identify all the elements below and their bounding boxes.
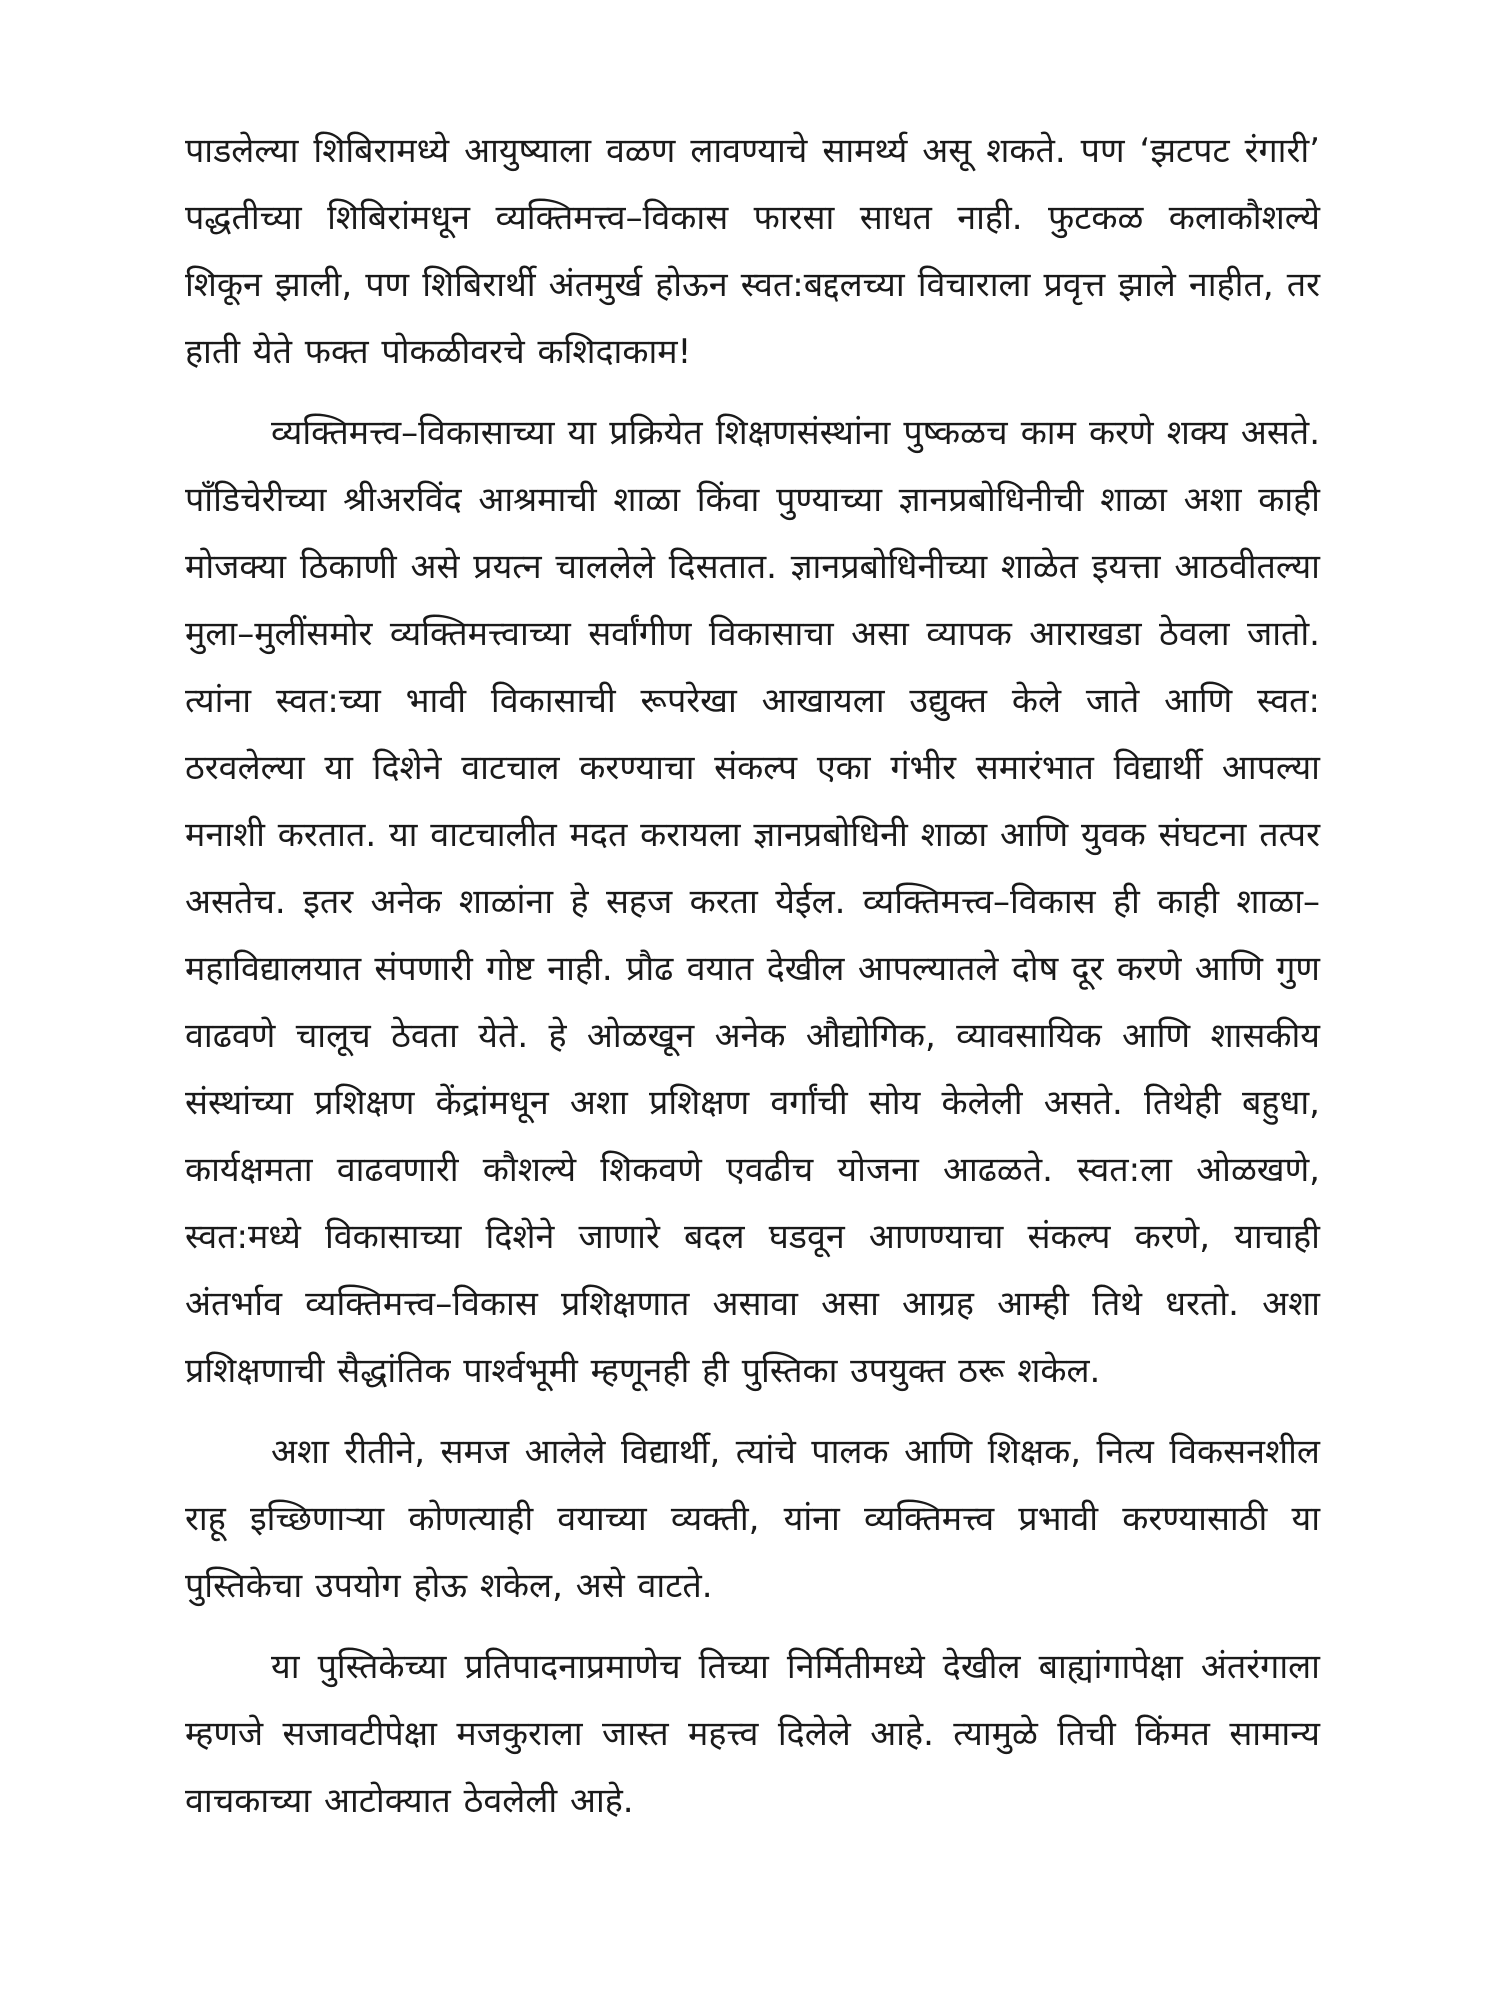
- paragraph-1: पाडलेल्या शिबिरामध्ये आयुष्याला वळण लावण्याचे सामर्थ्य असू शकते. पण ‘झटपट रंगारी’ पद्धतीच्या शिबिरांमधून व्यक्तिमत्त्व–विकास फारसा साधत नाही. फुटकळ कलाकौशल्ये शिकून झाली, पण शिबिरार्थी अंतमुर्ख होऊन स्वत:बद्दलच्या विचाराला प्रवृत्त झाले नाहीत, तर हाती येते फक्त पोकळीवरचे कशिदाकाम!: [185, 131, 1320, 372]
- paragraph-2: व्यक्तिमत्त्व–विकासाच्या या प्रक्रियेत शिक्षणसंस्थांना पुष्कळच काम करणे शक्य असते. पाँडिचेरीच्या श्रीअरविंद आश्रमाची शाळा किंवा पुण्याच्या ज्ञानप्रबोधिनीची शाळा अशा काही मोजक्या ठिकाणी असे प्रयत्न चाललेले दिसतात. ज्ञानप्रबोधिनीच्या शाळेत इयत्ता आठवीतल्या मुला–मुलींसमोर व्यक्तिमत्त्वाच्या सर्वांगीण विकासाचा असा व्यापक आराखडा ठेवला जातो. त्यांना स्वत:च्या भावी विकासाची रूपरेखा आखायला उद्युक्त केले जाते आणि स्वत: ठरवलेल्या या दिशेने वाटचाल करण्याचा संकल्प एका गंभीर समारंभात विद्यार्थी आपल्या मनाशी करतात. या वाटचालीत मदत करायला ज्ञानप्रबोधिनी शाळा आणि युवक संघटना तत्पर असतेच. इतर अनेक शाळांना हे सहज करता येईल. व्यक्तिमत्त्व–विकास ही काही शाळा–महाविद्यालयात संपणारी गोष्ट नाही. प्रौढ वयात देखील आपल्यातले दोष दूर करणे आणि गुण वाढवणे चालूच ठेवता येते. हे ओळखून अनेक औद्योगिक, व्यावसायिक आणि शासकीय संस्थांच्या प्रशिक्षण केंद्रांमधून अशा प्रशिक्षण वर्गांची सोय केलेली असते. तिथेही बहुधा, कार्यक्षमता वाढवणारी कौशल्ये शिकवणे एवढीच योजना आढळते. स्वत:ला ओळखणे, स्वत:मध्ये विकासाच्या दिशेने जाणारे बदल घडवून आणण्याचा संकल्प करणे, याचाही अंतर्भाव व्यक्तिमत्त्व–विकास प्रशिक्षणात असावा असा आग्रह आम्ही तिथे धरतो. अशा प्रशिक्षणाची सैद्धांतिक पार्श्वभूमी म्हणूनही ही पुस्तिका उपयुक्त ठरू शकेल.: [185, 413, 1320, 1391]
- book-page: [185, 118, 1320, 1849]
- paragraph-4: या पुस्तिकेच्या प्रतिपादनाप्रमाणेच तिच्या निर्मितीमध्ये देखील बाह्यांगापेक्षा अंतरंगाला म्हणजे सजावटीपेक्षा मजकुराला जास्त महत्त्व दिलेले आहे. त्यामुळे तिची किंमत सामान्य वाचकाच्या आटोक्यात ठेवलेली आहे.: [185, 1647, 1320, 1821]
- paragraph-3: अशा रीतीने, समज आलेले विद्यार्थी, त्यांचे पालक आणि शिक्षक, नित्य विकसनशील राहू इच्छिणाऱ्या कोणत्याही वयाच्या व्यक्ती, यांना व्यक्तिमत्त्व प्रभावी करण्यासाठी या पुस्तिकेचा उपयोग होऊ शकेल, असे वाटते.: [185, 1432, 1320, 1606]
